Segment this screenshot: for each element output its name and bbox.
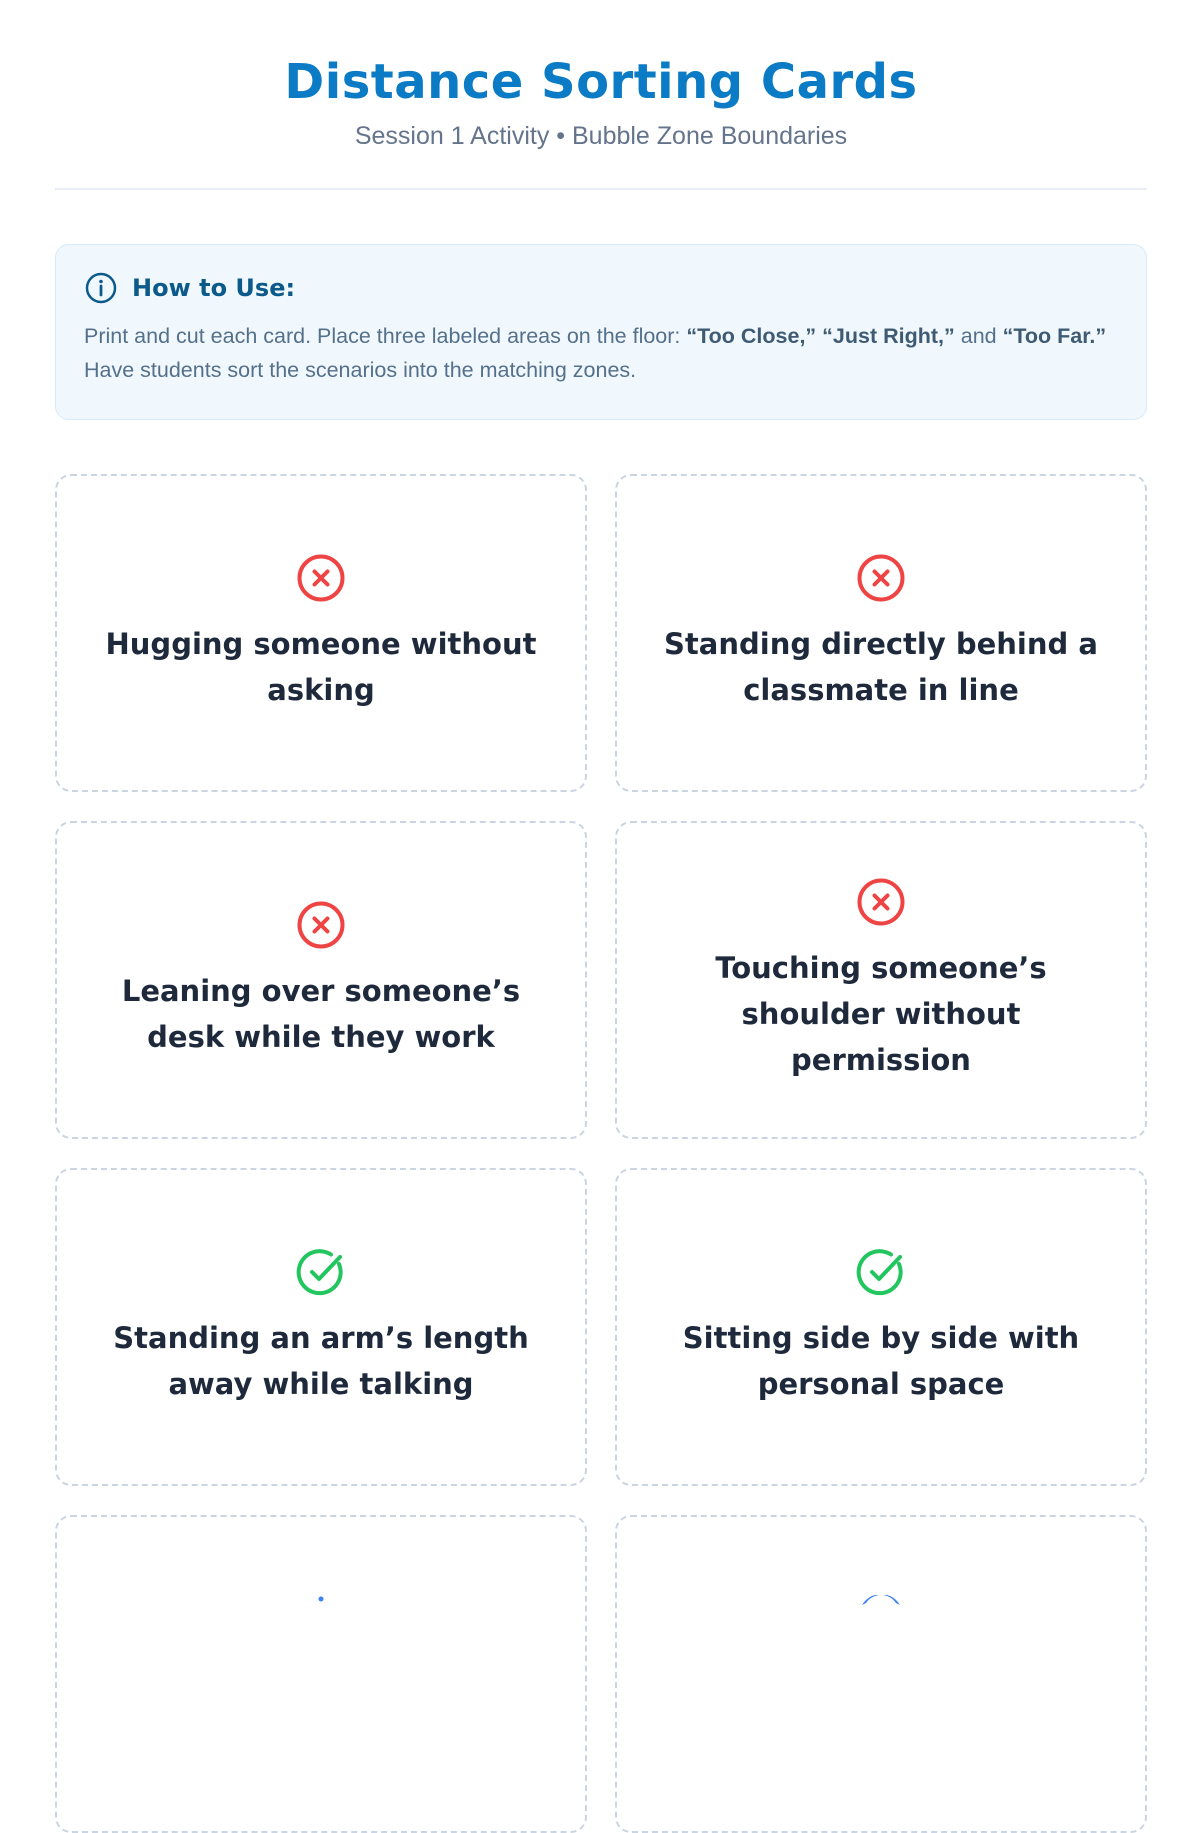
sorting-card[interactable] (615, 1168, 1147, 1486)
card-text: Hugging someone without asking (105, 627, 537, 707)
x-circle-icon (296, 900, 346, 950)
how-to-use-instructions (84, 319, 1118, 387)
how-to-use-header (84, 271, 1118, 305)
partial-icon (856, 1595, 906, 1645)
how-to-use-title: How to Use: (132, 274, 296, 302)
sorting-card[interactable] (55, 1515, 587, 1833)
info-icon (84, 271, 118, 305)
instructions-text-2: and (954, 324, 1003, 348)
sorting-card[interactable] (55, 1168, 587, 1486)
x-circle-icon (856, 877, 906, 927)
page (55, 0, 1147, 1600)
x-circle-icon (296, 553, 346, 603)
zone-label-too-far: “Too Far.” (1002, 324, 1107, 348)
card-text: Standing an arm’s length away while talking (113, 1321, 529, 1401)
divider (55, 188, 1147, 190)
check-circle-icon (296, 1247, 346, 1297)
zone-label-just-right: “Just Right,” (822, 324, 955, 348)
sorting-card[interactable] (615, 1515, 1147, 1833)
sorting-card[interactable] (55, 821, 587, 1139)
card-text: Standing directly behind a classmate in line (664, 627, 1098, 707)
sorting-card[interactable] (615, 474, 1147, 792)
sorting-card[interactable] (615, 821, 1147, 1139)
page-subtitle: Session 1 Activity • Bubble Zone Boundaries (354, 122, 848, 150)
partial-icon (296, 1595, 346, 1645)
sorting-card[interactable] (55, 474, 587, 792)
card-text: Leaning over someone’s desk while they work (121, 974, 521, 1054)
zone-label-too-close: “Too Close,” (686, 324, 817, 348)
card-text: Sitting side by side with personal space (682, 1321, 1080, 1401)
page-title: Distance Sorting Cards (284, 54, 918, 110)
how-to-use-box (55, 244, 1147, 420)
instructions-text-1: Print and cut each card. Place three labeled areas on the floor: (84, 324, 687, 348)
check-circle-icon (856, 1247, 906, 1297)
x-circle-icon (856, 553, 906, 603)
card-text: Touching someone’s shoulder without permission (715, 951, 1047, 1077)
instructions-text-3: Have students sort the scenarios into the matching zones. (84, 358, 637, 382)
header (55, 0, 1147, 152)
